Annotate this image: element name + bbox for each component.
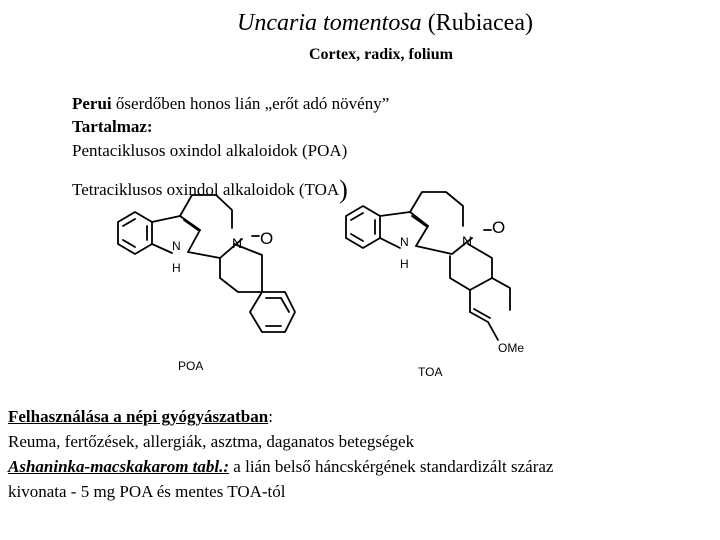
toa-ome: OMe xyxy=(498,341,525,355)
poa-structure xyxy=(118,195,295,332)
toa-nh-n: N xyxy=(400,235,409,249)
tablet-name: Ashaninka-macskakarom tabl.: xyxy=(8,457,230,476)
tablet-desc-line2: kivonata - 5 mg POA és mentes TOA-tól xyxy=(8,482,286,501)
toa-structure xyxy=(346,192,510,340)
family-name: (Rubiacea) xyxy=(427,10,533,36)
poa-line: Pentaciklusos oxindol alkaloidok (POA) xyxy=(72,141,348,160)
origin-line xyxy=(72,94,389,114)
origin-word: Perui xyxy=(72,94,112,113)
toa-nh-h: H xyxy=(400,257,409,271)
tablet-desc: a lián belső háncskérgének standardizált száraz xyxy=(229,457,554,476)
page-subtitle: Cortex, radix, folium xyxy=(309,46,453,63)
usage-heading: Felhasználása a népi gyógyászatban xyxy=(8,407,269,426)
origin-rest: őserdőben honos lián „erőt adó növény” xyxy=(111,94,390,113)
poa-nh-n: N xyxy=(172,239,181,253)
tablet-line xyxy=(8,457,553,477)
page-title xyxy=(0,10,720,37)
usage-heading-line xyxy=(8,407,273,427)
contents-heading: Tartalmaz: xyxy=(72,117,153,136)
diseases-line: Reuma, fertőzések, allergiák, asztma, daganatos betegségek xyxy=(8,432,415,451)
toa-n: N xyxy=(462,233,473,249)
toa-o: O xyxy=(492,218,506,237)
species-name: Uncaria tomentosa xyxy=(237,10,422,36)
poa-nh-h: H xyxy=(172,261,181,275)
chemical-structures xyxy=(100,190,540,390)
poa-o: O xyxy=(260,229,274,248)
toa-label: TOA xyxy=(418,365,443,379)
toa-line-text: Tetraciklusos oxindol alkaloidok (TOA xyxy=(72,180,340,199)
usage-heading-colon: : xyxy=(268,407,273,426)
toa-line-paren: ) xyxy=(339,175,348,204)
poa-label: POA xyxy=(178,359,204,373)
poa-n: N xyxy=(232,235,243,251)
